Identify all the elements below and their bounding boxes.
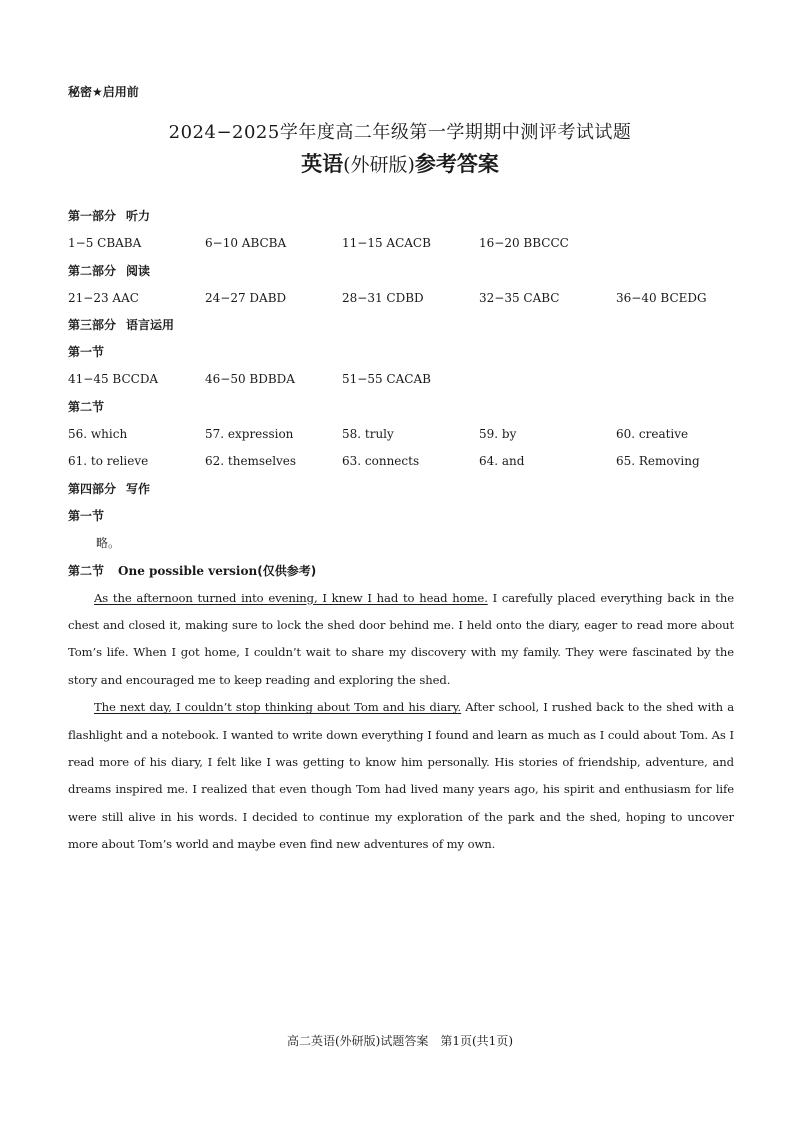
answer-item: 58. truly	[342, 426, 394, 441]
answer-item: 64. and	[479, 454, 525, 468]
answer-group: 1−5 CBABA	[68, 236, 142, 250]
part1-name: 听力	[126, 209, 151, 223]
answer-group: 32−35 CABC	[479, 290, 560, 305]
answer-item: 59. by	[479, 426, 517, 441]
part3-section2-heading: 第二节	[68, 399, 105, 414]
listening-answers-row	[68, 230, 734, 258]
cloze-answers-row	[68, 366, 734, 394]
given-opening-sentence: As the afternoon turned into evening, I knew I had to head home.	[94, 590, 488, 605]
part1-label: 第一部分	[68, 209, 117, 223]
part1-heading	[68, 203, 734, 230]
reference-only-note: (仅供参考)	[257, 563, 317, 578]
answer-item: 63. connects	[342, 454, 420, 468]
reading-answers-row	[68, 285, 734, 313]
part3-section1-heading: 第一节	[68, 345, 105, 359]
answer-group: 6−10 ABCBA	[205, 236, 287, 250]
part3-heading	[68, 312, 734, 339]
sample-essay-title: One possible version	[118, 563, 258, 578]
answer-item: 56. which	[68, 426, 128, 441]
part2-name: 阅读	[126, 263, 151, 278]
subtitle-edition: (外研版)	[343, 154, 415, 176]
answer-item: 60. creative	[616, 426, 689, 441]
given-opening-sentence: The next day, I couldn’t stop thinking about Tom and his diary.	[94, 700, 462, 715]
answer-item: 61. to relieve	[68, 454, 149, 468]
part3-label: 第三部分	[68, 318, 117, 332]
essay-text: After school, I rushed back to the shed with a flashlight and a notebook. I wanted to write down everything I found and learn as much as I could about Tom. As I read more of his diary, I felt like I was getting to know him personally. His stories of friendship, adventure, and dreams inspired me. I realized that even though Tom had lived many years ago, his spirit and enthusiasm for life were still alive in his words. I decided to continue my exploration of the park and the shed, hoping to uncover more about Tom’s world and maybe even find new adventures of my own.	[68, 700, 735, 852]
grammar-answers-row-2	[68, 448, 734, 476]
part4-heading	[68, 476, 734, 503]
essay-paragraph-1	[68, 585, 734, 695]
answer-content	[68, 203, 734, 859]
grammar-answers-row-1	[68, 421, 734, 449]
confidential-label: 秘密★启用前	[68, 85, 139, 99]
answer-item: 57. expression	[205, 426, 294, 441]
part4-label: 第四部分	[68, 481, 117, 496]
answer-item: 62. themselves	[205, 454, 297, 468]
omitted-note: 略。	[96, 535, 121, 550]
answer-group: 36−40 BCEDG	[616, 290, 707, 305]
section2-label: 第二节	[68, 563, 105, 578]
answer-group: 21−23 AAC	[68, 290, 139, 305]
part2-heading	[68, 258, 734, 285]
essay-paragraph-2	[68, 694, 734, 858]
answer-group: 28−31 CDBD	[342, 290, 424, 305]
part3-name: 语言运用	[126, 318, 175, 332]
exam-title: 2024−2025学年度高二年级第一学期期中测评考试试题	[168, 122, 632, 143]
essay-text: I carefully placed everything back in the chest and closed it, making sure to lock the shed door behind me. I held onto the diary, eager to read more about Tom’s life. When I got home, I couldn’t wait to share my discovery with my family. They were fascinated by the story and encouraged me to keep reading and exploring the shed.	[68, 590, 734, 687]
answer-group: 46−50 BDBDA	[205, 372, 295, 386]
answer-group: 24−27 DABD	[205, 290, 287, 305]
answer-group: 16−20 BBCCC	[479, 236, 569, 250]
answer-group: 11−15 ACACB	[342, 236, 431, 250]
answer-item: 65. Removing	[616, 454, 700, 468]
answer-group: 41−45 BCCDA	[68, 372, 159, 386]
part4-section1-heading: 第一节	[68, 508, 105, 523]
subtitle-answer-key: 参考答案	[414, 152, 499, 176]
part2-label: 第二部分	[68, 263, 117, 278]
part4-section2-heading	[68, 557, 734, 585]
subtitle-subject: 英语	[301, 152, 344, 176]
page-footer: 高二英语(外研版)试题答案 第1页(共1页)	[287, 1034, 513, 1048]
answer-group: 51−55 CACAB	[342, 372, 431, 386]
exam-subtitle	[0, 148, 800, 178]
part4-name: 写作	[126, 481, 151, 496]
